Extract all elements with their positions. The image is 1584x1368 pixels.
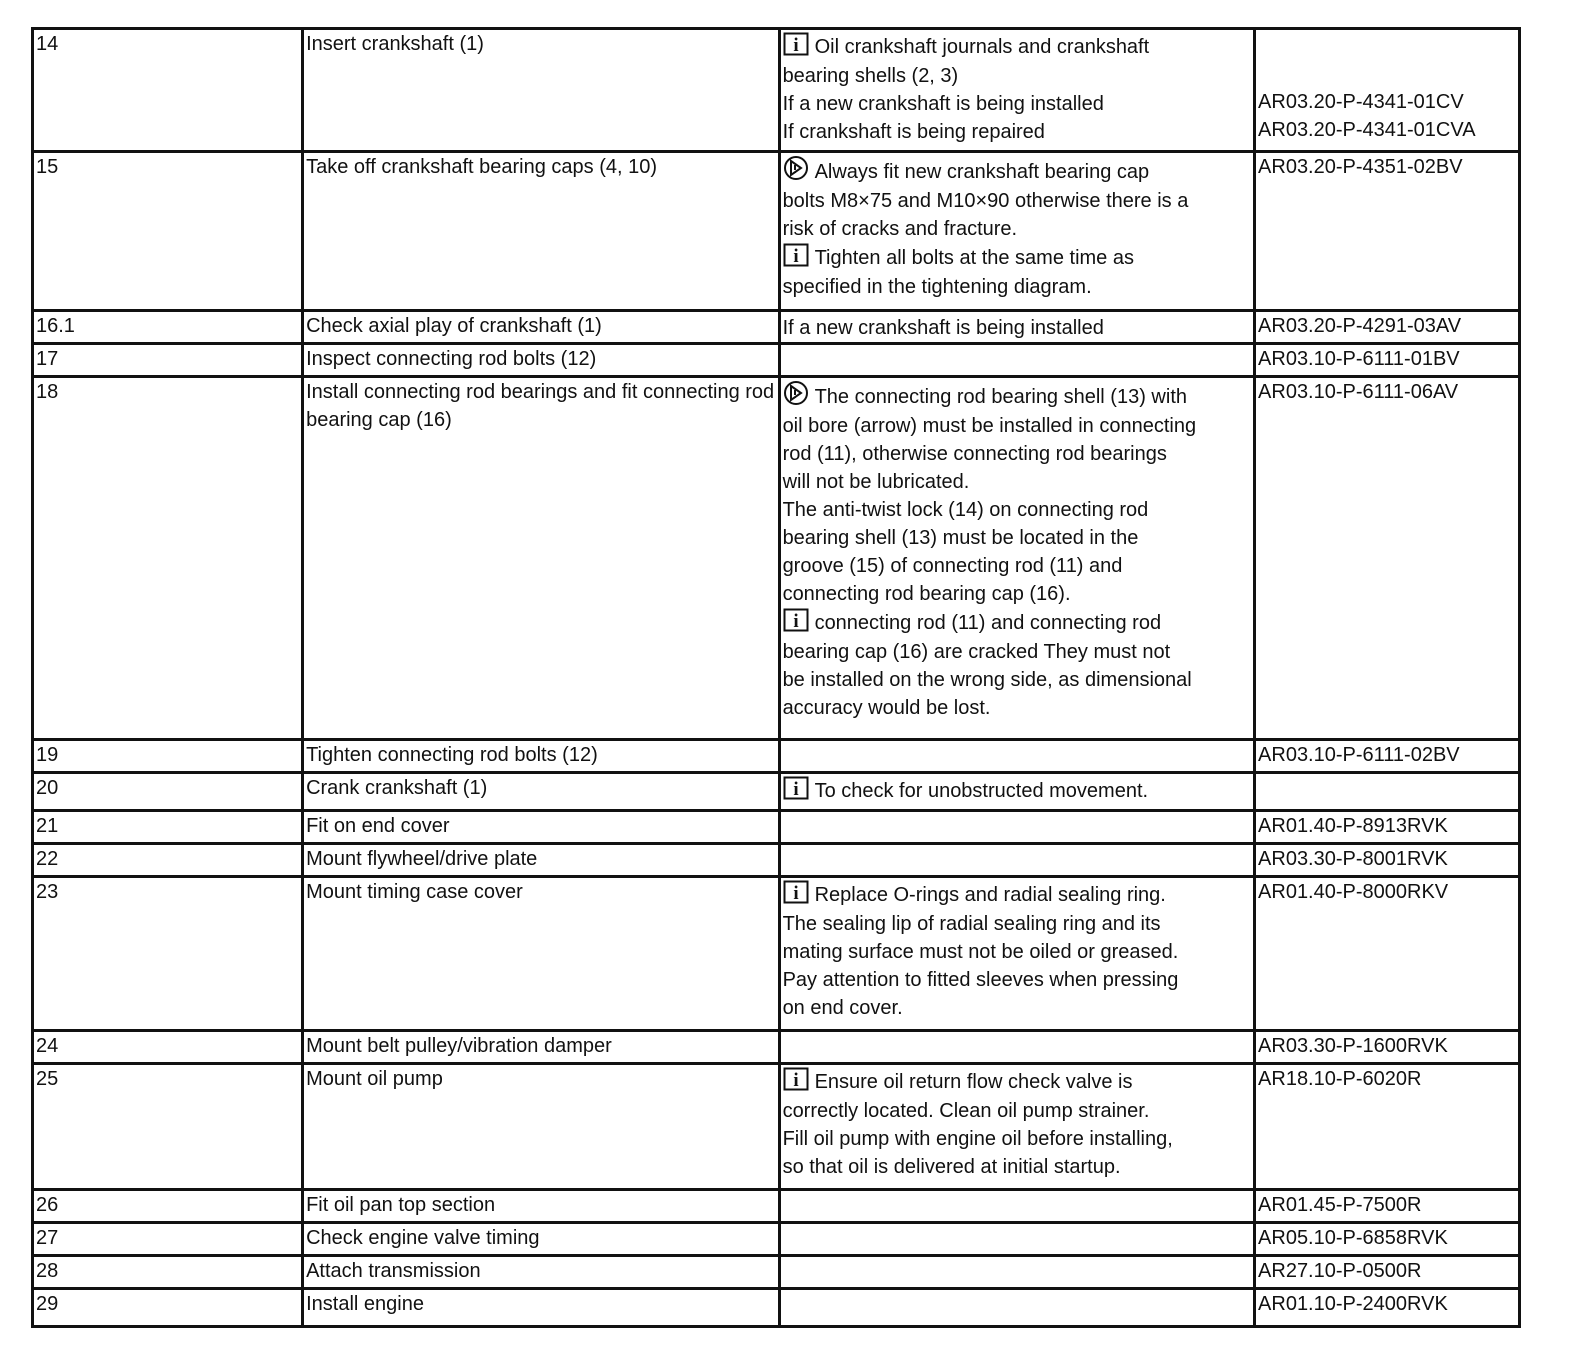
- step-number-cell: 25: [33, 1064, 303, 1190]
- reference-link[interactable]: AR03.10-P-6111-06AV: [1258, 381, 1459, 403]
- reference-link[interactable]: AR18.10-P-6020R: [1258, 1068, 1422, 1090]
- reference-cell: [1255, 152, 1520, 311]
- note-line: [783, 552, 1251, 580]
- note-line: [783, 215, 1251, 243]
- table-row: [33, 344, 1520, 377]
- table-row: [33, 740, 1520, 773]
- note-text: Oil crankshaft journals and crankshaft: [814, 36, 1150, 58]
- note-text: rod (11), otherwise connecting rod bearings: [782, 443, 1167, 465]
- reference-cell: [1255, 1031, 1520, 1064]
- note-text: If crankshaft is being repaired: [782, 121, 1045, 143]
- step-number-cell: 24: [33, 1031, 303, 1064]
- note-line: [783, 440, 1251, 468]
- note-text: will not be lubricated.: [782, 471, 970, 493]
- operation-cell: Take off crankshaft bearing caps (4, 10): [303, 152, 779, 311]
- note-line: [783, 90, 1251, 118]
- reference-cell: [1255, 1064, 1520, 1190]
- step-number-cell: 14: [33, 29, 303, 152]
- reference-link[interactable]: AR03.20-P-4291-03AV: [1258, 315, 1462, 337]
- note-text: risk of cracks and fracture.: [782, 218, 1018, 240]
- note-line: [783, 776, 1251, 806]
- note-line: [783, 187, 1251, 215]
- note-text: To check for unobstructed movement.: [814, 780, 1149, 802]
- operation-cell: Mount timing case cover: [303, 877, 779, 1031]
- note-line: [783, 155, 1251, 187]
- note-text: The anti-twist lock (14) on connecting rod: [782, 499, 1149, 521]
- note-text: be installed on the wrong side, as dimensional: [782, 669, 1192, 691]
- note-line: [783, 314, 1251, 342]
- note-text: bolts M8×75 and M10×90 otherwise there is a: [782, 190, 1189, 212]
- reference-cell: [1255, 844, 1520, 877]
- step-number-cell: 21: [33, 811, 303, 844]
- reference-cell: [1255, 773, 1520, 811]
- info-icon: [783, 608, 809, 632]
- note-text: correctly located. Clean oil pump strainer.: [782, 1100, 1150, 1122]
- operation-cell: Inspect connecting rod bolts (12): [303, 344, 779, 377]
- step-number-cell: 15: [33, 152, 303, 311]
- reference-link[interactable]: AR01.40-P-8913RVK: [1258, 815, 1448, 837]
- notes-cell: [779, 1256, 1254, 1289]
- table-row: [33, 811, 1520, 844]
- caution-icon: [783, 380, 809, 406]
- note-line: [783, 412, 1251, 440]
- operation-cell: Fit on end cover: [303, 811, 779, 844]
- note-text: on end cover.: [782, 997, 903, 1019]
- note-line: [783, 880, 1251, 910]
- reference-link[interactable]: AR01.45-P-7500R: [1258, 1194, 1422, 1216]
- step-number-cell: 23: [33, 877, 303, 1031]
- notes-cell: [779, 811, 1254, 844]
- reference-cell: [1255, 1223, 1520, 1256]
- svg-text:i: i: [792, 883, 799, 904]
- info-icon: [783, 880, 809, 904]
- note-text: bearing cap (16) are cracked They must not: [782, 641, 1171, 663]
- svg-text:i: i: [792, 35, 799, 56]
- notes-cell: [779, 152, 1254, 311]
- note-line: [783, 243, 1251, 273]
- note-line: [783, 1097, 1251, 1125]
- table-row: [33, 152, 1520, 311]
- reference-link[interactable]: [1258, 32, 1516, 60]
- reference-link[interactable]: AR03.20-P-4341-01CV: [1258, 91, 1464, 113]
- note-text: Ensure oil return flow check valve is: [814, 1071, 1133, 1093]
- note-text: If a new crankshaft is being installed: [782, 317, 1104, 339]
- note-line: [783, 638, 1251, 666]
- operation-cell: Fit oil pan top section: [303, 1190, 779, 1223]
- notes-cell: [779, 877, 1254, 1031]
- note-line: [783, 994, 1251, 1022]
- notes-cell: [779, 773, 1254, 811]
- note-text: connecting rod bearing cap (16).: [782, 583, 1071, 605]
- table-row: [33, 1223, 1520, 1256]
- operation-cell: Attach transmission: [303, 1256, 779, 1289]
- operation-cell: Crank crankshaft (1): [303, 773, 779, 811]
- reference-cell: [1255, 29, 1520, 152]
- step-number-cell: 18: [33, 377, 303, 740]
- note-line: [783, 1125, 1251, 1153]
- info-icon: [783, 776, 809, 800]
- reference-link[interactable]: AR03.10-P-6111-01BV: [1258, 348, 1460, 370]
- note-text: bearing shell (13) must be located in the: [782, 527, 1139, 549]
- notes-cell: [779, 740, 1254, 773]
- operation-cell: Check engine valve timing: [303, 1223, 779, 1256]
- reference-cell: [1255, 344, 1520, 377]
- reference-cell: [1255, 1256, 1520, 1289]
- notes-cell: [779, 1031, 1254, 1064]
- table-row: [33, 29, 1520, 152]
- svg-text:i: i: [792, 246, 799, 267]
- note-text: specified in the tightening diagram.: [782, 276, 1092, 298]
- procedure-table-body: [33, 29, 1520, 1327]
- note-text: mating surface must not be oiled or greased.: [782, 941, 1179, 963]
- reference-cell: [1255, 1190, 1520, 1223]
- info-icon: [783, 243, 809, 267]
- step-number-cell: 22: [33, 844, 303, 877]
- note-line: [783, 273, 1251, 301]
- reference-link[interactable]: AR03.30-P-8001RVK: [1258, 848, 1448, 870]
- note-line: [783, 608, 1251, 638]
- reference-link[interactable]: AR03.10-P-6111-02BV: [1258, 744, 1460, 766]
- reference-link[interactable]: AR01.10-P-2400RVK: [1258, 1293, 1448, 1315]
- note-line: [783, 380, 1251, 412]
- operation-cell: Install engine: [303, 1289, 779, 1327]
- reference-link[interactable]: AR03.30-P-1600RVK: [1258, 1035, 1448, 1057]
- step-number-cell: 16.1: [33, 311, 303, 344]
- note-text: The sealing lip of radial sealing ring and its: [782, 913, 1161, 935]
- note-line: [783, 910, 1251, 938]
- note-text: connecting rod (11) and connecting rod: [814, 612, 1162, 634]
- note-text: groove (15) of connecting rod (11) and: [782, 555, 1123, 577]
- reference-link[interactable]: [1258, 60, 1516, 88]
- svg-text:i: i: [792, 779, 799, 800]
- note-text: accuracy would be lost.: [782, 697, 991, 719]
- operation-cell: Insert crankshaft (1): [303, 29, 779, 152]
- info-icon: [783, 32, 809, 56]
- reference-link[interactable]: AR03.20-P-4341-01CVA: [1258, 119, 1476, 141]
- reference-link[interactable]: AR27.10-P-0500R: [1258, 1260, 1422, 1282]
- note-text: bearing shells (2, 3): [782, 65, 959, 87]
- note-text: Tighten all bolts at the same time as: [814, 247, 1134, 269]
- reference-cell: [1255, 811, 1520, 844]
- table-row: [33, 773, 1520, 811]
- note-text: The connecting rod bearing shell (13) with: [814, 386, 1187, 408]
- table-row: [33, 1064, 1520, 1190]
- caution-icon: [783, 155, 809, 181]
- procedure-table: [31, 27, 1521, 1328]
- operation-cell: Check axial play of crankshaft (1): [303, 311, 779, 344]
- info-icon: [783, 1067, 809, 1091]
- reference-link[interactable]: AR03.20-P-4351-02BV: [1258, 156, 1463, 178]
- note-line: [783, 580, 1251, 608]
- note-line: [783, 62, 1251, 90]
- note-line: [783, 938, 1251, 966]
- note-line: [783, 666, 1251, 694]
- table-row: [33, 1031, 1520, 1064]
- note-line: [783, 118, 1251, 146]
- note-text: so that oil is delivered at initial startup.: [782, 1156, 1121, 1178]
- table-row: [33, 1190, 1520, 1223]
- reference-link[interactable]: AR01.40-P-8000RKV: [1258, 881, 1449, 903]
- step-number-cell: 27: [33, 1223, 303, 1256]
- note-text: oil bore (arrow) must be installed in connecting: [782, 415, 1197, 437]
- note-text: If a new crankshaft is being installed: [782, 93, 1104, 115]
- reference-cell: [1255, 311, 1520, 344]
- reference-cell: [1255, 740, 1520, 773]
- table-row: [33, 877, 1520, 1031]
- note-text: Pay attention to fitted sleeves when pressing: [782, 969, 1179, 991]
- step-number-cell: 26: [33, 1190, 303, 1223]
- note-line: [783, 496, 1251, 524]
- notes-cell: [779, 844, 1254, 877]
- table-row: [33, 1256, 1520, 1289]
- notes-cell: [779, 1223, 1254, 1256]
- step-number-cell: 20: [33, 773, 303, 811]
- note-line: [783, 32, 1251, 62]
- reference-cell: [1255, 377, 1520, 740]
- table-row: [33, 1289, 1520, 1327]
- step-number-cell: 28: [33, 1256, 303, 1289]
- notes-cell: [779, 1064, 1254, 1190]
- notes-cell: [779, 344, 1254, 377]
- table-row: [33, 377, 1520, 740]
- operation-cell: Mount flywheel/drive plate: [303, 844, 779, 877]
- operation-cell: Mount belt pulley/vibration damper: [303, 1031, 779, 1064]
- reference-link[interactable]: AR05.10-P-6858RVK: [1258, 1227, 1448, 1249]
- note-text: Always fit new crankshaft bearing cap: [814, 161, 1150, 183]
- notes-cell: [779, 311, 1254, 344]
- notes-cell: [779, 1289, 1254, 1327]
- note-line: [783, 524, 1251, 552]
- svg-text:i: i: [792, 611, 799, 632]
- table-row: [33, 311, 1520, 344]
- operation-cell: Tighten connecting rod bolts (12): [303, 740, 779, 773]
- note-line: [783, 468, 1251, 496]
- note-line: [783, 694, 1251, 722]
- table-row: [33, 844, 1520, 877]
- step-number-cell: 29: [33, 1289, 303, 1327]
- note-text: Replace O-rings and radial sealing ring.: [814, 884, 1166, 906]
- note-text: Fill oil pump with engine oil before installing,: [782, 1128, 1173, 1150]
- step-number-cell: 17: [33, 344, 303, 377]
- operation-cell: Install connecting rod bearings and fit connecting rod bearing cap (16): [303, 377, 779, 740]
- notes-cell: [779, 1190, 1254, 1223]
- note-line: [783, 1067, 1251, 1097]
- operation-cell: Mount oil pump: [303, 1064, 779, 1190]
- step-number-cell: 19: [33, 740, 303, 773]
- reference-cell: [1255, 1289, 1520, 1327]
- svg-text:i: i: [792, 1070, 799, 1091]
- note-line: [783, 966, 1251, 994]
- notes-cell: [779, 29, 1254, 152]
- reference-cell: [1255, 877, 1520, 1031]
- note-line: [783, 1153, 1251, 1181]
- notes-cell: [779, 377, 1254, 740]
